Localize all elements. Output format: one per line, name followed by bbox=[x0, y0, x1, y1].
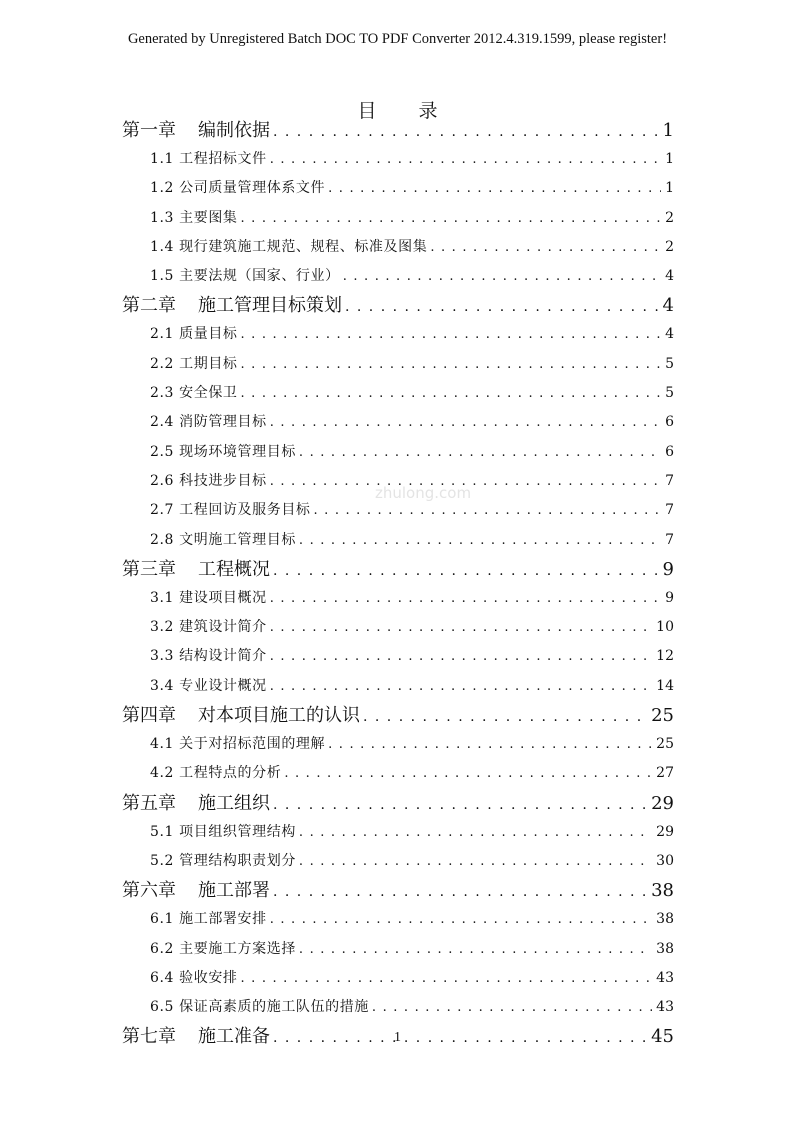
toc-entry-label: 1.4 现行建筑施工规范、规程、标准及图集 bbox=[150, 238, 428, 255]
toc-section-row[interactable] bbox=[122, 730, 674, 759]
chapter-number: 第五章 bbox=[122, 792, 176, 814]
dot-leader bbox=[372, 993, 652, 1022]
toc-entry-label: 4.2 工程特点的分析 bbox=[150, 765, 282, 782]
toc-entry-label: 1.2 公司质量管理体系文件 bbox=[150, 180, 326, 197]
toc-page-number: 5 bbox=[665, 385, 674, 402]
toc-section-row[interactable] bbox=[122, 818, 674, 847]
toc-page-number: 5 bbox=[665, 355, 674, 372]
dot-leader bbox=[284, 759, 652, 788]
toc-page-number: 4 bbox=[665, 268, 674, 285]
toc-entry-label: 2.7 工程回访及服务目标 bbox=[150, 502, 311, 519]
dot-leader bbox=[273, 878, 647, 905]
toc-entry-label bbox=[122, 789, 273, 818]
chapter-title: 对本项目施工的认识 bbox=[198, 705, 360, 727]
toc-section-row[interactable] bbox=[122, 642, 674, 671]
toc-entry-label: 4.1 关于对招标范围的理解 bbox=[150, 736, 326, 753]
toc-chapter-row[interactable] bbox=[122, 876, 674, 905]
toc-entry-label bbox=[122, 291, 345, 320]
toc-page-number: 38 bbox=[656, 940, 674, 957]
dot-leader bbox=[299, 526, 661, 555]
toc-section-row[interactable] bbox=[122, 174, 674, 203]
toc-page-number: 43 bbox=[656, 999, 674, 1016]
toc-section-row[interactable] bbox=[122, 672, 674, 701]
toc-page-number: 9 bbox=[662, 558, 674, 580]
dot-leader bbox=[430, 233, 661, 262]
toc-entry-label: 2.3 安全保卫 bbox=[150, 385, 238, 402]
chapter-title: 工程概况 bbox=[198, 558, 270, 580]
chapter-title: 施工准备 bbox=[198, 1026, 270, 1048]
dot-leader bbox=[299, 818, 652, 847]
toc-page-number: 7 bbox=[665, 531, 674, 548]
toc-entry-label: 3.1 建设项目概况 bbox=[150, 589, 267, 606]
dot-leader bbox=[273, 118, 659, 145]
toc-entry-label: 5.2 管理结构职责划分 bbox=[150, 852, 296, 869]
toc-section-row[interactable] bbox=[122, 204, 674, 233]
toc-section-row[interactable] bbox=[122, 935, 674, 964]
toc-page-number: 1 bbox=[665, 180, 674, 197]
chapter-number: 第七章 bbox=[122, 1026, 176, 1048]
toc-page-number: 29 bbox=[656, 823, 674, 840]
toc-chapter-row[interactable] bbox=[122, 555, 674, 584]
toc-entry-label bbox=[122, 701, 363, 730]
toc-entry-label: 3.2 建筑设计简介 bbox=[150, 619, 267, 636]
toc-page-number: 6 bbox=[665, 443, 674, 460]
toc-page-number: 45 bbox=[651, 1026, 674, 1048]
toc-page-number: 38 bbox=[651, 880, 674, 902]
toc-entry-label: 2.5 现场环境管理目标 bbox=[150, 443, 296, 460]
toc-page-number: 43 bbox=[656, 969, 674, 986]
converter-notice: Generated by Unregistered Batch DOC TO PDF Converter 2012.4.319.1599, please register! bbox=[127, 31, 668, 47]
dot-leader bbox=[273, 557, 659, 584]
toc-page-number: 14 bbox=[656, 677, 674, 694]
dot-leader bbox=[270, 642, 652, 671]
dot-leader bbox=[363, 703, 647, 730]
dot-leader bbox=[241, 320, 662, 349]
toc-entry-label bbox=[122, 116, 273, 145]
dot-leader bbox=[328, 730, 652, 759]
chapter-number: 第二章 bbox=[122, 295, 176, 317]
toc-entry-label: 6.1 施工部署安排 bbox=[150, 911, 267, 928]
dot-leader bbox=[328, 174, 661, 203]
toc-page-number: 9 bbox=[665, 589, 674, 606]
chapter-number: 第一章 bbox=[122, 120, 176, 141]
dot-leader bbox=[270, 584, 661, 613]
toc-section-row[interactable] bbox=[122, 759, 674, 788]
toc-chapter-row[interactable] bbox=[122, 291, 674, 320]
toc-page-number: 38 bbox=[656, 911, 674, 928]
toc-entry-label: 2.6 科技进步目标 bbox=[150, 472, 267, 489]
dot-leader bbox=[270, 145, 661, 174]
toc-entry-label: 1.5 主要法规（国家、行业） bbox=[150, 268, 340, 285]
dot-leader bbox=[241, 350, 662, 379]
table-of-contents bbox=[122, 116, 674, 1051]
toc-chapter-row[interactable] bbox=[122, 789, 674, 818]
chapter-title: 施工组织 bbox=[198, 792, 270, 814]
toc-section-row[interactable] bbox=[122, 408, 674, 437]
toc-entry-label: 3.3 结构设计简介 bbox=[150, 648, 267, 665]
chapter-number: 第四章 bbox=[122, 705, 176, 727]
dot-leader bbox=[241, 204, 662, 233]
chapter-title: 编制依据 bbox=[198, 120, 270, 141]
toc-entry-label: 6.4 验收安排 bbox=[150, 969, 238, 986]
toc-page-number: 25 bbox=[656, 736, 674, 753]
dot-leader bbox=[299, 438, 661, 467]
toc-page-number: 12 bbox=[656, 648, 674, 665]
dot-leader bbox=[270, 613, 652, 642]
dot-leader bbox=[343, 262, 661, 291]
toc-section-row[interactable] bbox=[122, 993, 674, 1022]
dot-leader bbox=[270, 905, 652, 934]
toc-entry-label: 1.1 工程招标文件 bbox=[150, 151, 267, 167]
toc-section-row[interactable] bbox=[122, 145, 674, 174]
toc-page-number: 6 bbox=[665, 414, 674, 431]
toc-entry-label: 6.2 主要施工方案选择 bbox=[150, 940, 296, 957]
toc-section-row[interactable] bbox=[122, 905, 674, 934]
toc-page-number: 29 bbox=[651, 792, 674, 814]
toc-entry-label: 2.4 消防管理目标 bbox=[150, 414, 267, 431]
toc-entry-label: 2.1 质量目标 bbox=[150, 326, 238, 343]
toc-entry-label: 3.4 专业设计概况 bbox=[150, 677, 267, 694]
watermark: zhulong.com bbox=[375, 484, 472, 502]
toc-page-number: 2 bbox=[665, 209, 674, 226]
toc-entry-label: 2.2 工期目标 bbox=[150, 355, 238, 372]
toc-chapter-row[interactable] bbox=[122, 116, 674, 145]
toc-page-number: 4 bbox=[665, 326, 674, 343]
chapter-number: 第三章 bbox=[122, 558, 176, 580]
toc-entry-label bbox=[122, 555, 273, 584]
toc-section-row[interactable] bbox=[122, 350, 674, 379]
toc-page-number: 10 bbox=[656, 619, 674, 636]
dot-leader bbox=[270, 672, 652, 701]
toc-section-row[interactable] bbox=[122, 847, 674, 876]
toc-page-number: 1 bbox=[662, 120, 674, 141]
chapter-number: 第六章 bbox=[122, 880, 176, 902]
dot-leader bbox=[241, 379, 662, 408]
chapter-title: 施工管理目标策划 bbox=[198, 295, 342, 317]
dot-leader bbox=[241, 964, 653, 993]
chapter-title: 施工部署 bbox=[198, 880, 270, 902]
dot-leader bbox=[299, 935, 652, 964]
toc-page-number: 7 bbox=[665, 472, 674, 489]
dot-leader bbox=[345, 293, 659, 320]
toc-section-row[interactable] bbox=[122, 964, 674, 993]
toc-entry-label: 6.5 保证高素质的施工队伍的措施 bbox=[150, 999, 369, 1016]
toc-section-row[interactable] bbox=[122, 526, 674, 555]
dot-leader bbox=[270, 408, 661, 437]
toc-entry-label: 2.8 文明施工管理目标 bbox=[150, 531, 296, 548]
toc-section-row[interactable] bbox=[122, 613, 674, 642]
toc-section-row[interactable] bbox=[122, 584, 674, 613]
toc-section-row[interactable] bbox=[122, 233, 674, 262]
toc-section-row[interactable] bbox=[122, 320, 674, 349]
toc-page-number: 25 bbox=[651, 705, 674, 727]
toc-page-number: 27 bbox=[656, 765, 674, 782]
toc-section-row[interactable] bbox=[122, 379, 674, 408]
toc-page-number: 4 bbox=[662, 295, 674, 317]
dot-leader bbox=[314, 496, 662, 525]
toc-section-row[interactable] bbox=[122, 438, 674, 467]
page-number: 1 bbox=[394, 1030, 401, 1045]
toc-title: 目 录 bbox=[357, 100, 456, 122]
toc-page-number: 2 bbox=[665, 238, 674, 255]
toc-page-number: 7 bbox=[665, 502, 674, 519]
toc-chapter-row[interactable] bbox=[122, 701, 674, 730]
toc-entry-label bbox=[122, 876, 273, 905]
toc-page-number: 1 bbox=[665, 151, 674, 167]
toc-entry-label: 1.3 主要图集 bbox=[150, 209, 238, 226]
dot-leader bbox=[273, 791, 647, 818]
dot-leader bbox=[299, 847, 652, 876]
toc-page-number: 30 bbox=[656, 852, 674, 869]
toc-section-row[interactable] bbox=[122, 262, 674, 291]
toc-entry-label: 5.1 项目组织管理结构 bbox=[150, 823, 296, 840]
